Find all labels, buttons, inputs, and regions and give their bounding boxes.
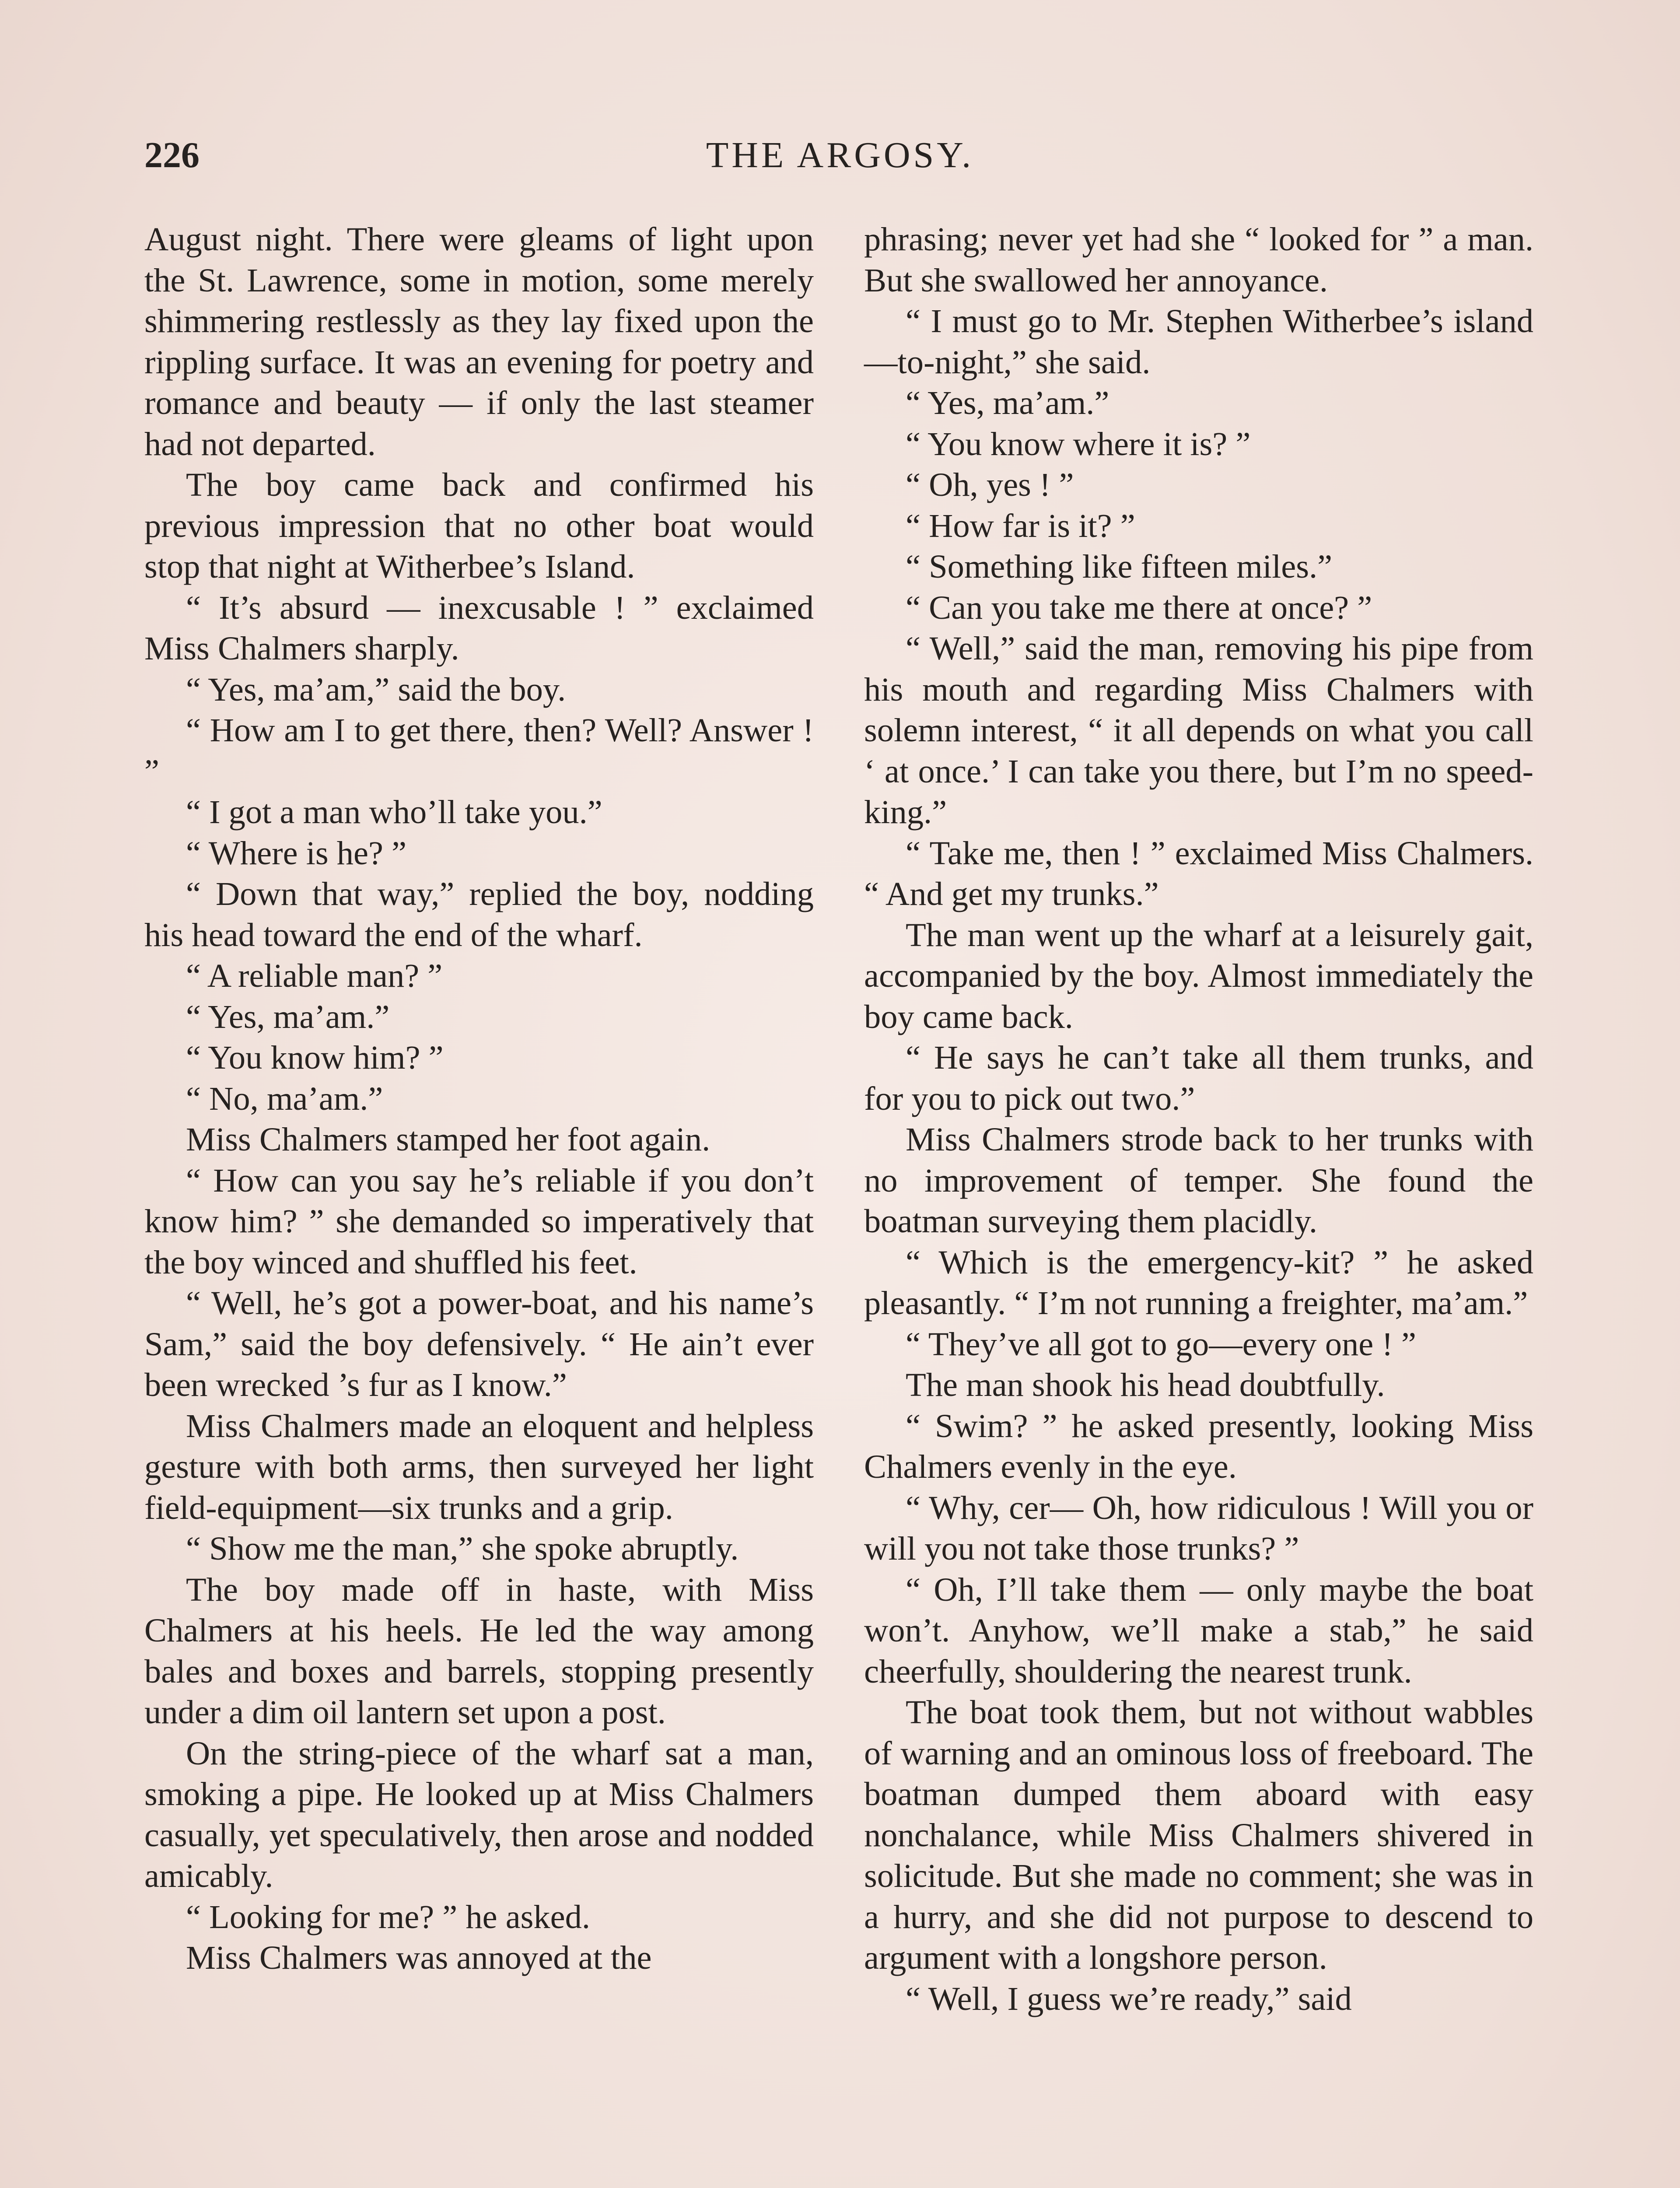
paragraph: “ Take me, then ! ” exclaimed Miss Chalmers. “ And get my trunks.” xyxy=(864,834,1533,912)
paragraph: “ Oh, I’ll take them — only maybe the boat won’t. Anyhow, we’ll make a stab,” he said cheerfully, shouldering the nearest trunk. xyxy=(864,1571,1533,1690)
paragraph: “ Something like fifteen miles.” xyxy=(906,548,1333,585)
paragraph: Miss Chalmers strode back to her trunks with no improvement of temper. She found the boatman surveying them placidly. xyxy=(864,1121,1533,1240)
paragraph: “ Which is the emergency-kit? ” he asked pleasantly. “ I’m not running a freighter, ma’am.” xyxy=(864,1243,1533,1322)
paragraph: The boat took them, but not without wabbles of warning and an ominous loss of freeboard. The boatman dumped them aboard with easy nonchalance, while Miss Chalmers shivered in solicitude. But she made no comment; she was in a hurry, and she did not purpose to descend to argument with a longshore person. xyxy=(864,1694,1533,1976)
paragraph: “ Well, I guess we’re ready,” said xyxy=(906,1980,1352,2017)
paragraph: “ It’s absurd — inexcusable ! ” exclaimed Miss Chalmers sharply. xyxy=(144,589,814,667)
paragraph: “ No, ma’am.” xyxy=(186,1080,383,1117)
paragraph: “ He says he can’t take all them trunks, and for you to pick out two.” xyxy=(864,1039,1533,1117)
paragraph: “ I got a man who’ll take you.” xyxy=(186,793,602,831)
paragraph: “ A reliable man? ” xyxy=(186,957,443,994)
paragraph: The boy came back and confirmed his previous impression that no other boat would stop that night at Witherbee’s Island. xyxy=(144,466,814,585)
paragraph: The man shook his head doubtfully. xyxy=(906,1366,1385,1403)
paragraph: “ Yes, ma’am,” said the boy. xyxy=(186,670,566,708)
paragraph: “ Yes, ma’am.” xyxy=(186,998,390,1035)
paragraph: “ Looking for me? ” he asked. xyxy=(186,1898,591,1936)
paragraph: On the string-piece of the wharf sat a man, smoking a pipe. He looked up at Miss Chalmers casually, yet speculatively, then arose and nodded amicably. xyxy=(144,1734,814,1894)
paragraph: phrasing; never yet had she “ looked for ” a man. But she swallowed her annoyance. xyxy=(864,221,1533,299)
paragraph: “ Down that way,” replied the boy, nodding his head toward the end of the wharf. xyxy=(144,875,814,954)
paragraph: “ Where is he? ” xyxy=(186,834,407,872)
paragraph: “ You know where it is? ” xyxy=(906,425,1251,463)
paragraph: Miss Chalmers stamped her foot again. xyxy=(186,1121,710,1158)
paragraph: “ How am I to get there, then? Well? Answer ! ” xyxy=(144,712,814,790)
paragraph: “ Swim? ” he asked presently, looking Miss Chalmers evenly in the eye. xyxy=(864,1407,1533,1485)
paragraph: “ Show me the man,” she spoke abruptly. xyxy=(186,1530,739,1567)
paragraph: “ How far is it? ” xyxy=(906,507,1135,544)
text-column-right xyxy=(864,219,1533,2019)
paragraph: “ Oh, yes ! ” xyxy=(906,466,1074,503)
paragraph: “ How can you say he’s reliable if you don’t know him? ” she demanded so imperatively that the boy winced and shuffled his feet. xyxy=(144,1161,814,1281)
paragraph: “ Well,” said the man, removing his pipe from his mouth and regarding Miss Chalmers with solemn interest, “ it all depends on what you call ‘ at once.’ I can take you there, but I’m no speed-king.” xyxy=(864,630,1533,831)
paragraph: The man went up the wharf at a leisurely gait, accompanied by the boy. Almost immediately the boy came back. xyxy=(864,916,1533,1035)
paragraph: “ They’ve all got to go—every one ! ” xyxy=(906,1325,1416,1363)
paragraph: “ Well, he’s got a power-boat, and his name’s Sam,” said the boy defensively. “ He ain’t ever been wrecked ’s fur as I know.” xyxy=(144,1284,814,1403)
running-head xyxy=(144,131,1536,179)
paragraph: “ You know him? ” xyxy=(186,1039,444,1076)
paragraph: Miss Chalmers made an eloquent and helpless gesture with both arms, then surveyed her light field-equipment—six trunks and a grip. xyxy=(144,1407,814,1526)
paragraph: “ Can you take me there at once? ” xyxy=(906,589,1372,626)
paragraph: “ Yes, ma’am.” xyxy=(906,384,1110,421)
paragraph: Miss Chalmers was annoyed at the xyxy=(186,1939,652,1976)
journal-title: THE ARGOSY. xyxy=(706,135,974,175)
paragraph: “ I must go to Mr. Stephen Witherbee’s island—to-night,” she said. xyxy=(864,302,1533,381)
page-number: 226 xyxy=(144,135,200,175)
paragraph: The boy made off in haste, with Miss Chalmers at his heels. He led the way among bales and boxes and barrels, stopping presently under a dim oil lantern set upon a post. xyxy=(144,1571,814,1731)
paragraph: August night. There were gleams of light upon the St. Lawrence, some in motion, some merely shimmering restlessly as they lay fixed upon the rippling surface. It was an evening for poetry and romance and beauty — if only the last steamer had not departed. xyxy=(144,221,814,463)
paragraph: “ Why, cer— Oh, how ridiculous ! Will you or will you not take those trunks? ” xyxy=(864,1489,1533,1567)
text-column-left xyxy=(144,219,814,1978)
